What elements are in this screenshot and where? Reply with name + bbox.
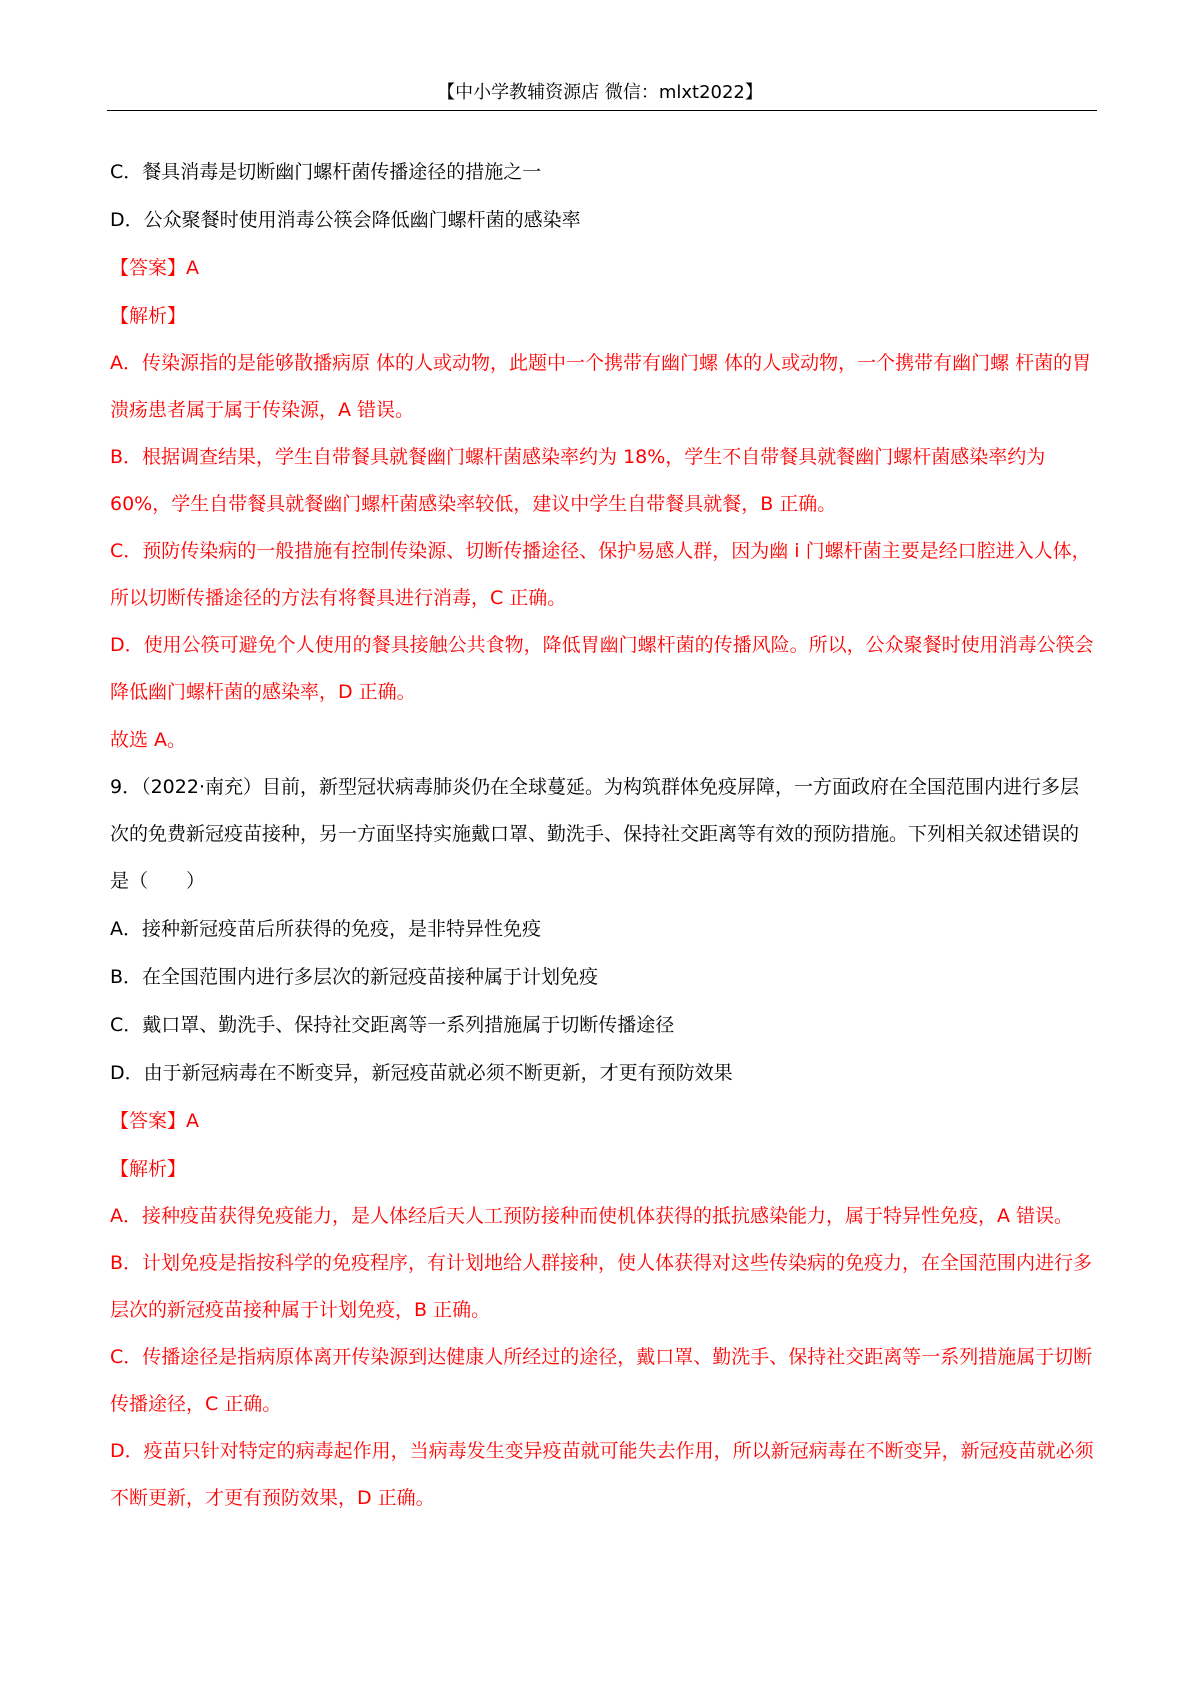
answer-q8: 【答案】A <box>110 257 199 279</box>
page-header: 【中小学教辅资源店 微信：mlxt2022】 <box>437 82 763 103</box>
document-body <box>110 148 1096 1522</box>
analysis-d-q8: D．使用公筷可避免个人使用的餐具接触公共食物，降低胃幽门螺杆菌的传播风险。所以，公众聚餐时使用消毒公筷会降低幽门螺杆菌的感染率，D 正确。 <box>110 634 1094 703</box>
analysis-a-q9: A．接种疫苗获得免疫能力，是人体经后天人工预防接种而使机体获得的抵抗感染能力，属于特异性免疫，A 错误。 <box>110 1205 1074 1227</box>
option-a-q9: A．接种新冠疫苗后所获得的免疫，是非特异性免疫 <box>110 918 541 940</box>
option-c-q8: C．餐具消毒是切断幽门螺杆菌传播途径的措施之一 <box>110 161 542 183</box>
analysis-b-q8: B．根据调查结果，学生自带餐具就餐幽门螺杆菌感染率约为 18%，学生不自带餐具就餐幽门螺杆菌感染率约为 60%，学生自带餐具就餐幽门螺杆菌感染率较低，建议中学生自带餐具就餐，B 正确。 <box>110 446 1046 515</box>
option-b-q9: B．在全国范围内进行多层次的新冠疫苗接种属于计划免疫 <box>110 966 599 988</box>
analysis-a-q8: A．传染源指的是能够散播病原 体的人或动物，此题中一个携带有幽门螺 体的人或动物，一个携带有幽门螺 杆菌的胃溃疡患者属于属于传染源，A 错误。 <box>110 352 1092 421</box>
option-d-q9: D．由于新冠病毒在不断变异，新冠疫苗就必须不断更新，才更有预防效果 <box>110 1062 733 1084</box>
conclusion-q8: 故选 A。 <box>110 729 187 751</box>
option-d-q8: D．公众聚餐时使用消毒公筷会降低幽门螺杆菌的感染率 <box>110 209 581 231</box>
header-divider <box>107 110 1097 111</box>
analysis-heading-q9: 【解析】 <box>110 1158 187 1180</box>
analysis-d-q9: D．疫苗只针对特定的病毒起作用，当病毒发生变异疫苗就可能失去作用，所以新冠病毒在不断变异，新冠疫苗就必须不断更新，才更有预防效果，D 正确。 <box>110 1440 1094 1509</box>
analysis-c-q9: C．传播途径是指病原体离开传染源到达健康人所经过的途径，戴口罩、勤洗手、保持社交距离等一系列措施属于切断传播途径，C 正确。 <box>110 1346 1093 1415</box>
answer-q9: 【答案】A <box>110 1110 199 1132</box>
analysis-heading-q8: 【解析】 <box>110 305 187 327</box>
question-9: 9．（2022·南充）目前，新型冠状病毒肺炎仍在全球蔓延。为构筑群体免疫屏障，一方面政府在全国范围内进行多层次的免费新冠疫苗接种，另一方面坚持实施戴口罩、勤洗手、保持社交距离等有效的预防措施。下列相关叙述错误的是（ ） <box>110 776 1080 892</box>
option-c-q9: C．戴口罩、勤洗手、保持社交距离等一系列措施属于切断传播途径 <box>110 1014 675 1036</box>
analysis-c-q8: C．预防传染病的一般措施有控制传染源、切断传播途径、保护易感人群，因为幽 i 门螺杆菌主要是经口腔进入人体，所以切断传播途径的方法有将餐具进行消毒，C 正确。 <box>110 540 1091 609</box>
analysis-b-q9: B．计划免疫是指按科学的免疫程序，有计划地给人群接种，使人体获得对这些传染病的免疫力，在全国范围内进行多层次的新冠疫苗接种属于计划免疫，B 正确。 <box>110 1252 1093 1321</box>
